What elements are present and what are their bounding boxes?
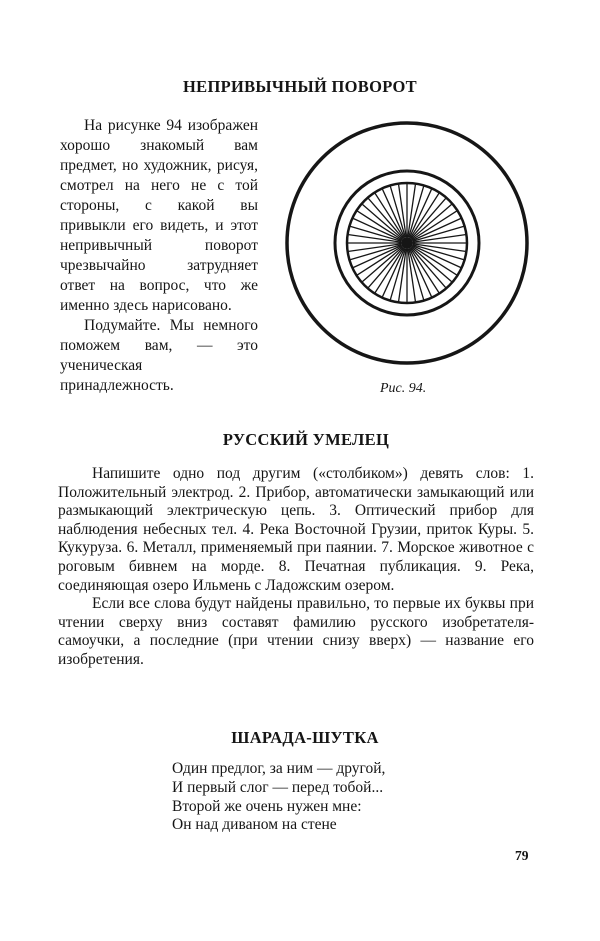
pencil-end-illustration	[282, 118, 532, 368]
figure-caption: Рис. 94.	[380, 381, 427, 396]
paragraph: Если все слова будут найдены правильно, то первые их буквы при чтении сверху вниз составят фамилию русского изобретателя-самоучки, а последние (при чтении снизу вверх) — название его изобретения.	[58, 595, 534, 668]
radial-line	[368, 248, 403, 288]
poem-line: Один предлог, за ним — другой,	[172, 760, 386, 777]
radial-line	[368, 198, 403, 238]
paragraph: На рисунке 94 изображен хорошо знакомый вам предмет, но художник, рисуя, смотрел на него не с той стороны, с какой вы привыкли его видеть, и этот непривычный поворот чрезвычайно затрудняет ответ на вопрос, что же именно здесь нарисовано.	[60, 117, 258, 314]
paragraph: Подумайте. Мы немного поможем вам, — это ученическая принадлежность.	[60, 317, 258, 394]
radial-line	[412, 204, 452, 239]
section-title: НЕПРИВЫЧНЫЙ ПОВОРОТ	[183, 77, 417, 96]
section-title: ШАРАДА-ШУТКА	[231, 728, 379, 747]
page-number: 79	[515, 848, 529, 863]
section-text	[58, 465, 534, 670]
section-title: РУССКИЙ УМЕЛЕЦ	[222, 430, 390, 449]
poem-line: Второй же очень нужен мне:	[172, 797, 362, 815]
radial-line	[362, 204, 402, 239]
radial-line	[411, 198, 446, 238]
radial-line	[411, 248, 446, 288]
poem-line: Он над диваном на стене	[172, 816, 337, 834]
radial-line	[362, 247, 402, 282]
poem	[172, 760, 385, 835]
radial-line	[412, 247, 452, 282]
section-text	[60, 116, 258, 396]
center-dot	[401, 237, 413, 249]
paragraph: Напишите одно под другим («столбиком») девять слов: 1. Положительный электрод. 2. Прибор, автоматически замыкающий или размыкающий электрическую цепь. 3. Оптический прибор для наблюдения небесных тел. 4. Река Восточной Грузии, приток Куры. 5. Кукуруза. 6. Металл, применяемый при паянии. 7. Морское животное с роговым бивнем на морде. 8. Печатная публикация. 9. Река, соединяющая озеро Ильмень с Ладожским озером.	[58, 465, 534, 594]
poem-line: И первый слог — перед тобой...	[172, 778, 384, 796]
